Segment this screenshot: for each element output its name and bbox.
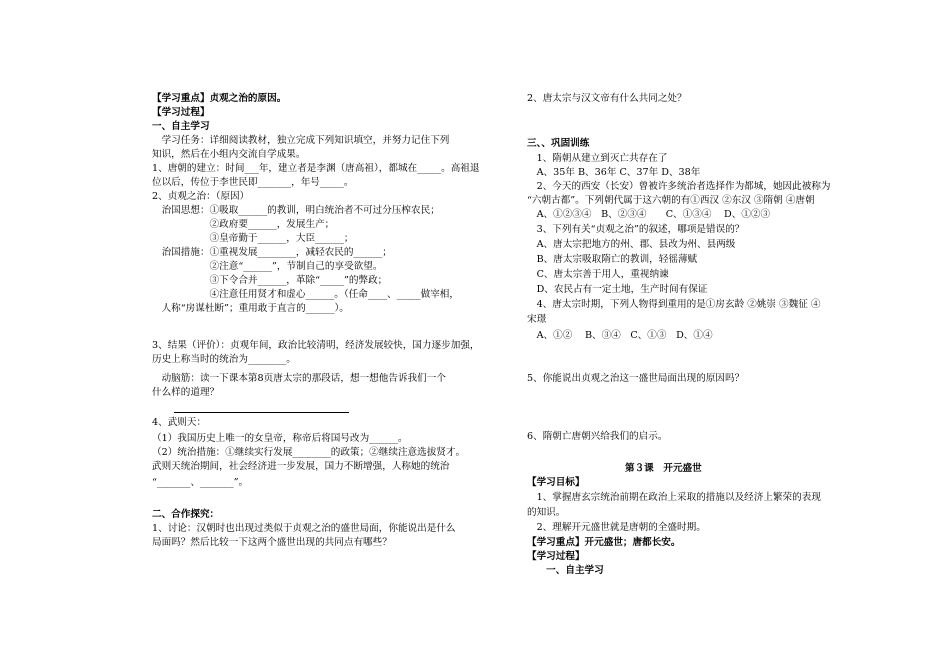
text-line: 3、结果（评价）：贞观年间，政治比较清明，经济发展较快，国力逐步加强，: [152, 340, 480, 351]
text-line: ④注意任用贤才和虚心______。（任命____、_____做宰相，: [152, 289, 459, 300]
text-line: C、唐太宗善于用人，重视纳谏: [527, 269, 669, 280]
text-line: 宋璟: [527, 314, 547, 325]
text-line: A、①②③④ B、②③④ C、①③④ D、①②③: [527, 209, 771, 220]
text-line: （1）我国历史上唯一的女皇帝，称帝后将国号改为______。: [152, 433, 408, 444]
text-line: 动脑筋：读一下课本第8页唐太宗的那段话，想一想他告诉我们一个: [152, 373, 446, 384]
study-process-heading: 【学习过程】: [152, 107, 210, 118]
text-line: A、唐太宗把地方的州、郡、县改为州、县两级: [527, 239, 736, 250]
text-line: 6、隋朝亡唐朝兴给我们的启示。: [527, 431, 668, 442]
text-line: 4、武则天：: [152, 417, 207, 428]
text-line: D、农民占有一定土地，生产时间有保证: [527, 284, 708, 295]
learning-goals-heading: 【学习目标】: [527, 477, 585, 488]
text-line: ②注意“______”，节制自己的享受欲望。: [152, 261, 383, 272]
text-line: ③下令合并______，革除“_____”的弊政；: [152, 275, 388, 286]
text-line: 1、掌握唐玄宗统治前期在政治上采取的措施以及经济上繁荣的表现: [527, 492, 821, 503]
text-line: 位以后，传位于李世民即_______，年号_____。: [152, 177, 354, 188]
text-line: 治国思想：①吸取______的教训，明白统治者不可过分压榨农民；: [152, 205, 440, 216]
study-process-heading-2: 【学习过程】: [527, 551, 585, 562]
text-line: “六朝古都”。下列朝代属于这六朝的有①西汉 ②东汉 ③隋朝 ④唐朝: [527, 195, 815, 206]
cooperative-inquiry-heading: 二、合作探究：: [152, 509, 220, 520]
text-line: 治国措施：①重视发展________，减轻农民的______；: [152, 247, 392, 258]
text-line: 3、下列有关“贞观之治”的叙述，哪项是错误的？: [527, 224, 745, 235]
text-line: 局面吗？然后比较一下这两个盛世出现的共同点有哪些？: [152, 537, 392, 548]
text-line: ②政府要______，发展生产；: [152, 219, 335, 230]
text-line: 知识，然后在小组内交流自学成果。: [152, 149, 306, 160]
lesson-title: 第３课 开元盛世: [625, 463, 702, 474]
text-line: 的知识。: [527, 507, 566, 518]
text-line: 人称“房谋杜断”；重用敢于直言的______）。: [152, 303, 349, 314]
self-study-heading-2: 一、自主学习: [527, 565, 604, 576]
text-line: A、35年 B、36年 C、37年 D、38年: [527, 167, 701, 178]
text-line: 2、理解开元盛世就是唐朝的全盛时期。: [527, 522, 706, 533]
text-line: “_______、_______”。: [152, 477, 249, 488]
text-line: B、唐太宗吸取隋亡的教训，轻徭薄赋: [527, 254, 698, 265]
study-focus-line-2: 【学习重点】开元盛世；唐都长安。: [527, 537, 681, 548]
text-line: 2、今天的西安（长安）曾被许多统治者选择作为都城，她因此被称为: [527, 181, 831, 192]
text-line: （2）统治措施：①继续实行发展________的政策；②继续注意选拔贤才。: [152, 447, 466, 458]
text-line: 1、讨论：汉朝时也出现过类似于贞观之治的盛世局面，你能说出是什么: [152, 523, 456, 534]
text-line: ③皇帝勤于______，大臣______；: [152, 233, 354, 244]
consolidation-heading: 三、、巩固训练: [527, 138, 590, 149]
text-line: 1、唐朝的建立：时间___年，建立者是李渊（唐高祖），都城在_____。高祖退: [152, 163, 480, 174]
text-line: 2、贞观之治：（原因）: [152, 191, 250, 202]
text-line: 5、你能说出贞观之治这一盛世局面出现的原因吗？: [527, 373, 745, 384]
text-line: 武则天统治期间，社会经济进一步发展，国力不断增强，人称她的统治: [152, 461, 450, 472]
text-line: 学习任务：详细阅读教材，独立完成下列知识填空，并努力记住下列: [152, 135, 450, 146]
text-line: 2、唐太宗与汉文帝有什么共同之处？: [527, 93, 687, 104]
answer-line: [174, 412, 349, 413]
text-line: A、①② B、③④ C、①③ D、①④: [527, 330, 713, 341]
text-line: 1、隋朝从建立到灭亡共存在了: [527, 153, 668, 164]
self-study-heading: 一、自主学习: [152, 121, 210, 132]
text-line: 什么样的道理？: [152, 387, 220, 398]
text-line: 4、唐太宗时期，下列人物得到重用的是①房玄龄 ②姚崇 ③魏征 ④: [527, 299, 821, 310]
text-line: 历史上称当时的统治为________。: [152, 354, 296, 365]
study-focus-line: 【学习重点】贞观之治的原因。: [152, 93, 287, 104]
